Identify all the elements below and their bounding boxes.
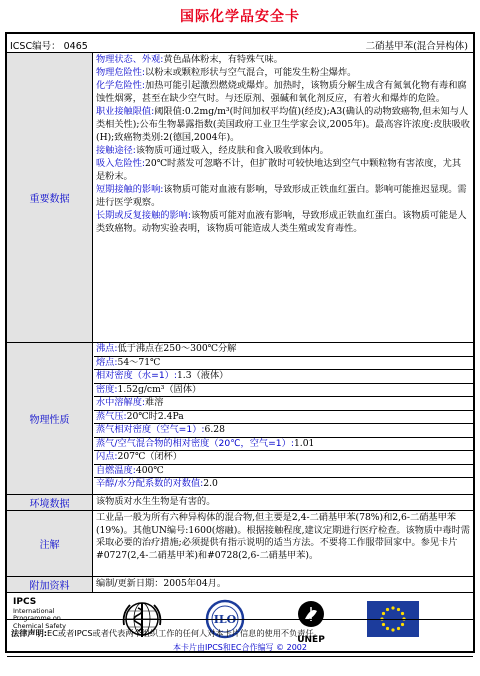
physical-property-key: 闪点: xyxy=(96,451,118,462)
section-notes xyxy=(7,511,473,577)
physical-content xyxy=(94,343,473,494)
ipcs-line-2: Programme on xyxy=(13,614,61,623)
section-label-environment: 环境数据 xyxy=(7,495,93,510)
section-physical xyxy=(7,343,473,495)
ipcs-name: IPCS xyxy=(13,597,37,607)
icsc-code-value: 0465 xyxy=(63,41,88,52)
physical-property-row xyxy=(94,465,473,479)
physical-property-value: 难溶 xyxy=(145,397,164,408)
physical-property-row xyxy=(94,397,473,411)
legal-body: EC或者IPCS或者代表两个组织工作的任何人对本卡片信息的使用不负责任。 xyxy=(47,628,322,638)
physical-property-row xyxy=(94,411,473,425)
physical-property-row xyxy=(94,343,473,357)
important-item-text: 加热可能引起激烈燃烧或爆炸。加热时，该物质分解生成含有氮氧化物有毒和腐蚀性烟雾，甚至在缺少空气时。与还原剂、强碱和氧化剂反应，有着火和爆炸的危险。 xyxy=(96,80,467,105)
physical-property-value: 低于沸点在250～300℃分解 xyxy=(117,343,237,354)
physical-property-key: 熔点: xyxy=(96,356,118,368)
physical-property-key: 蒸气/空气混合物的相对密度（20℃，空气=1）: xyxy=(96,437,294,449)
important-item-text: 该物质可能对血液有影响，导致形成正铁血红蛋白。该物质可能是人类致癌物。动物实验表明，该物质可能造成人类生殖或发育毒性。 xyxy=(96,209,467,234)
important-item-text: 黄色晶体粉末，有特殊气味。 xyxy=(163,54,283,65)
eu-star xyxy=(382,612,385,615)
important-item xyxy=(96,67,470,80)
physical-property-key: 蒸气压: xyxy=(96,410,127,422)
important-item-key: 短期接触的影响: xyxy=(96,184,164,196)
important-item xyxy=(96,184,470,209)
physical-property-row xyxy=(94,357,473,371)
important-item-key: 物理危险性: xyxy=(96,67,146,79)
physical-property-row xyxy=(94,451,473,465)
unep-text: UNEP xyxy=(297,635,325,645)
important-item-key: 吸入危险性: xyxy=(96,158,146,170)
section-extra xyxy=(7,577,473,593)
physical-property-row xyxy=(94,438,473,452)
important-item-key: 职业接触限值: xyxy=(96,106,155,118)
physical-property-key: 自燃温度: xyxy=(96,464,136,476)
physical-property-value: 1.01 xyxy=(293,437,315,449)
section-environment xyxy=(7,495,473,511)
eu-star xyxy=(391,606,394,609)
important-item xyxy=(96,106,470,144)
legal-row xyxy=(5,619,475,653)
physical-property-row xyxy=(94,384,473,398)
physical-property-key: 沸点: xyxy=(96,343,118,354)
icsc-code-label: ICSC编号： xyxy=(10,41,61,52)
important-item-text: 该物质可能对血液有影响，导致形成正铁血红蛋白。影响可能推迟显现。需进行医学观察。 xyxy=(96,184,467,208)
chemical-name: 二硝基甲苯(混合异构体) xyxy=(365,41,468,52)
section-label-notes: 注解 xyxy=(7,511,93,576)
physical-property-value: 400℃ xyxy=(135,464,164,476)
important-item-text: 阈限值:0.2mg/m³(时间加权平均值)(经皮);A3(确认的动物致癌物,但未知与人类相关性);公布生物暴露指数(美国政府工业卫生学家会议,2005年)。最高容许浓度:皮肤吸收(H);致癌物类别:2(德国,2004年)。 xyxy=(96,106,470,143)
physical-property-value: 6.28 xyxy=(204,424,225,435)
important-item-key: 物理状态、外观: xyxy=(96,54,164,65)
important-item-key: 接触途径: xyxy=(96,144,136,156)
important-item-text: 该物质可通过吸入，经皮肤和食入吸收到体内。 xyxy=(135,144,329,156)
card-frame xyxy=(5,32,475,653)
source-note: 本卡片由IPCS和EC合作编写 © 2002 xyxy=(173,643,307,652)
ipcs-line-1: International xyxy=(13,606,55,615)
id-row xyxy=(7,34,473,53)
physical-property-value: 1.3（液体） xyxy=(176,370,229,381)
important-item xyxy=(96,80,470,105)
important-item-key: 化学危险性: xyxy=(96,80,146,92)
physical-property-row xyxy=(94,424,473,438)
notes-text: 工业品一般为所有六种异构体的混合物,但主要是2,4-二硝基甲苯(78%)和2,6-二硝基甲苯(19%)。其他UN编号:1600(熔融)。根据接触程度,建议定期进行医疗检查。该物质中毒时需采取必要的治疗措施;必须提供有指示说明的适当方法。不要将工作服带回家中。参见卡片#0727(2,4-二硝基甲苯)和#0728(2,6-二硝基甲苯)。 xyxy=(96,512,470,562)
section-label-extra: 附加资料 xyxy=(7,577,93,592)
icsc-card xyxy=(5,0,475,676)
physical-property-value: 1.52g/cm³（固体） xyxy=(117,383,202,395)
ilo-text: ILO xyxy=(213,613,237,626)
legal-label: 法律声明: xyxy=(11,628,48,638)
important-item-text: 20℃时蒸发可忽略不计，但扩散时可较快地达到空气中颗粒物有害浓度，尤其是粉末。 xyxy=(96,158,462,182)
physical-property-value: 207℃（闭杯） xyxy=(117,451,183,462)
physical-property-key: 水中溶解度: xyxy=(96,397,146,408)
important-item-key: 长期或反复接触的影响: xyxy=(96,209,191,221)
card-title: 国际化学品安全卡 xyxy=(180,9,300,25)
physical-property-value: 20℃时2.4Pa xyxy=(126,410,184,422)
physical-property-key: 辛醇/水分配系数的对数值: xyxy=(96,478,204,489)
important-item xyxy=(96,54,470,67)
section-important xyxy=(7,53,473,343)
physical-property-row xyxy=(94,370,473,384)
important-item xyxy=(96,210,470,235)
eu-star xyxy=(386,608,389,611)
physical-property-value: 2.0 xyxy=(203,478,218,489)
ipcs-line-3: Chemical Safety xyxy=(13,621,67,630)
eu-star xyxy=(397,608,400,611)
eu-star xyxy=(401,612,404,615)
physical-property-key: 密度: xyxy=(96,383,118,395)
section-label-physical: 物理性质 xyxy=(7,343,93,494)
important-content xyxy=(94,53,473,342)
extra-text: 编制/更新日期：2005年04月。 xyxy=(96,578,227,589)
legal-text xyxy=(7,620,473,647)
physical-property-key: 蒸气相对密度（空气=1）: xyxy=(96,424,205,435)
physical-property-value: 54～71℃ xyxy=(117,356,161,368)
important-item-text: 以粉末或颗粒形状与空气混合，可能发生粉尘爆炸。 xyxy=(145,67,357,79)
important-item xyxy=(96,158,470,183)
icsc-code xyxy=(10,38,88,52)
section-label-important: 重要数据 xyxy=(7,53,93,342)
important-item xyxy=(96,145,470,158)
physical-property-row xyxy=(94,478,473,492)
environment-text: 该物质对水生生物是有害的。 xyxy=(96,496,216,507)
physical-property-key: 相对密度（水=1）: xyxy=(96,370,177,381)
